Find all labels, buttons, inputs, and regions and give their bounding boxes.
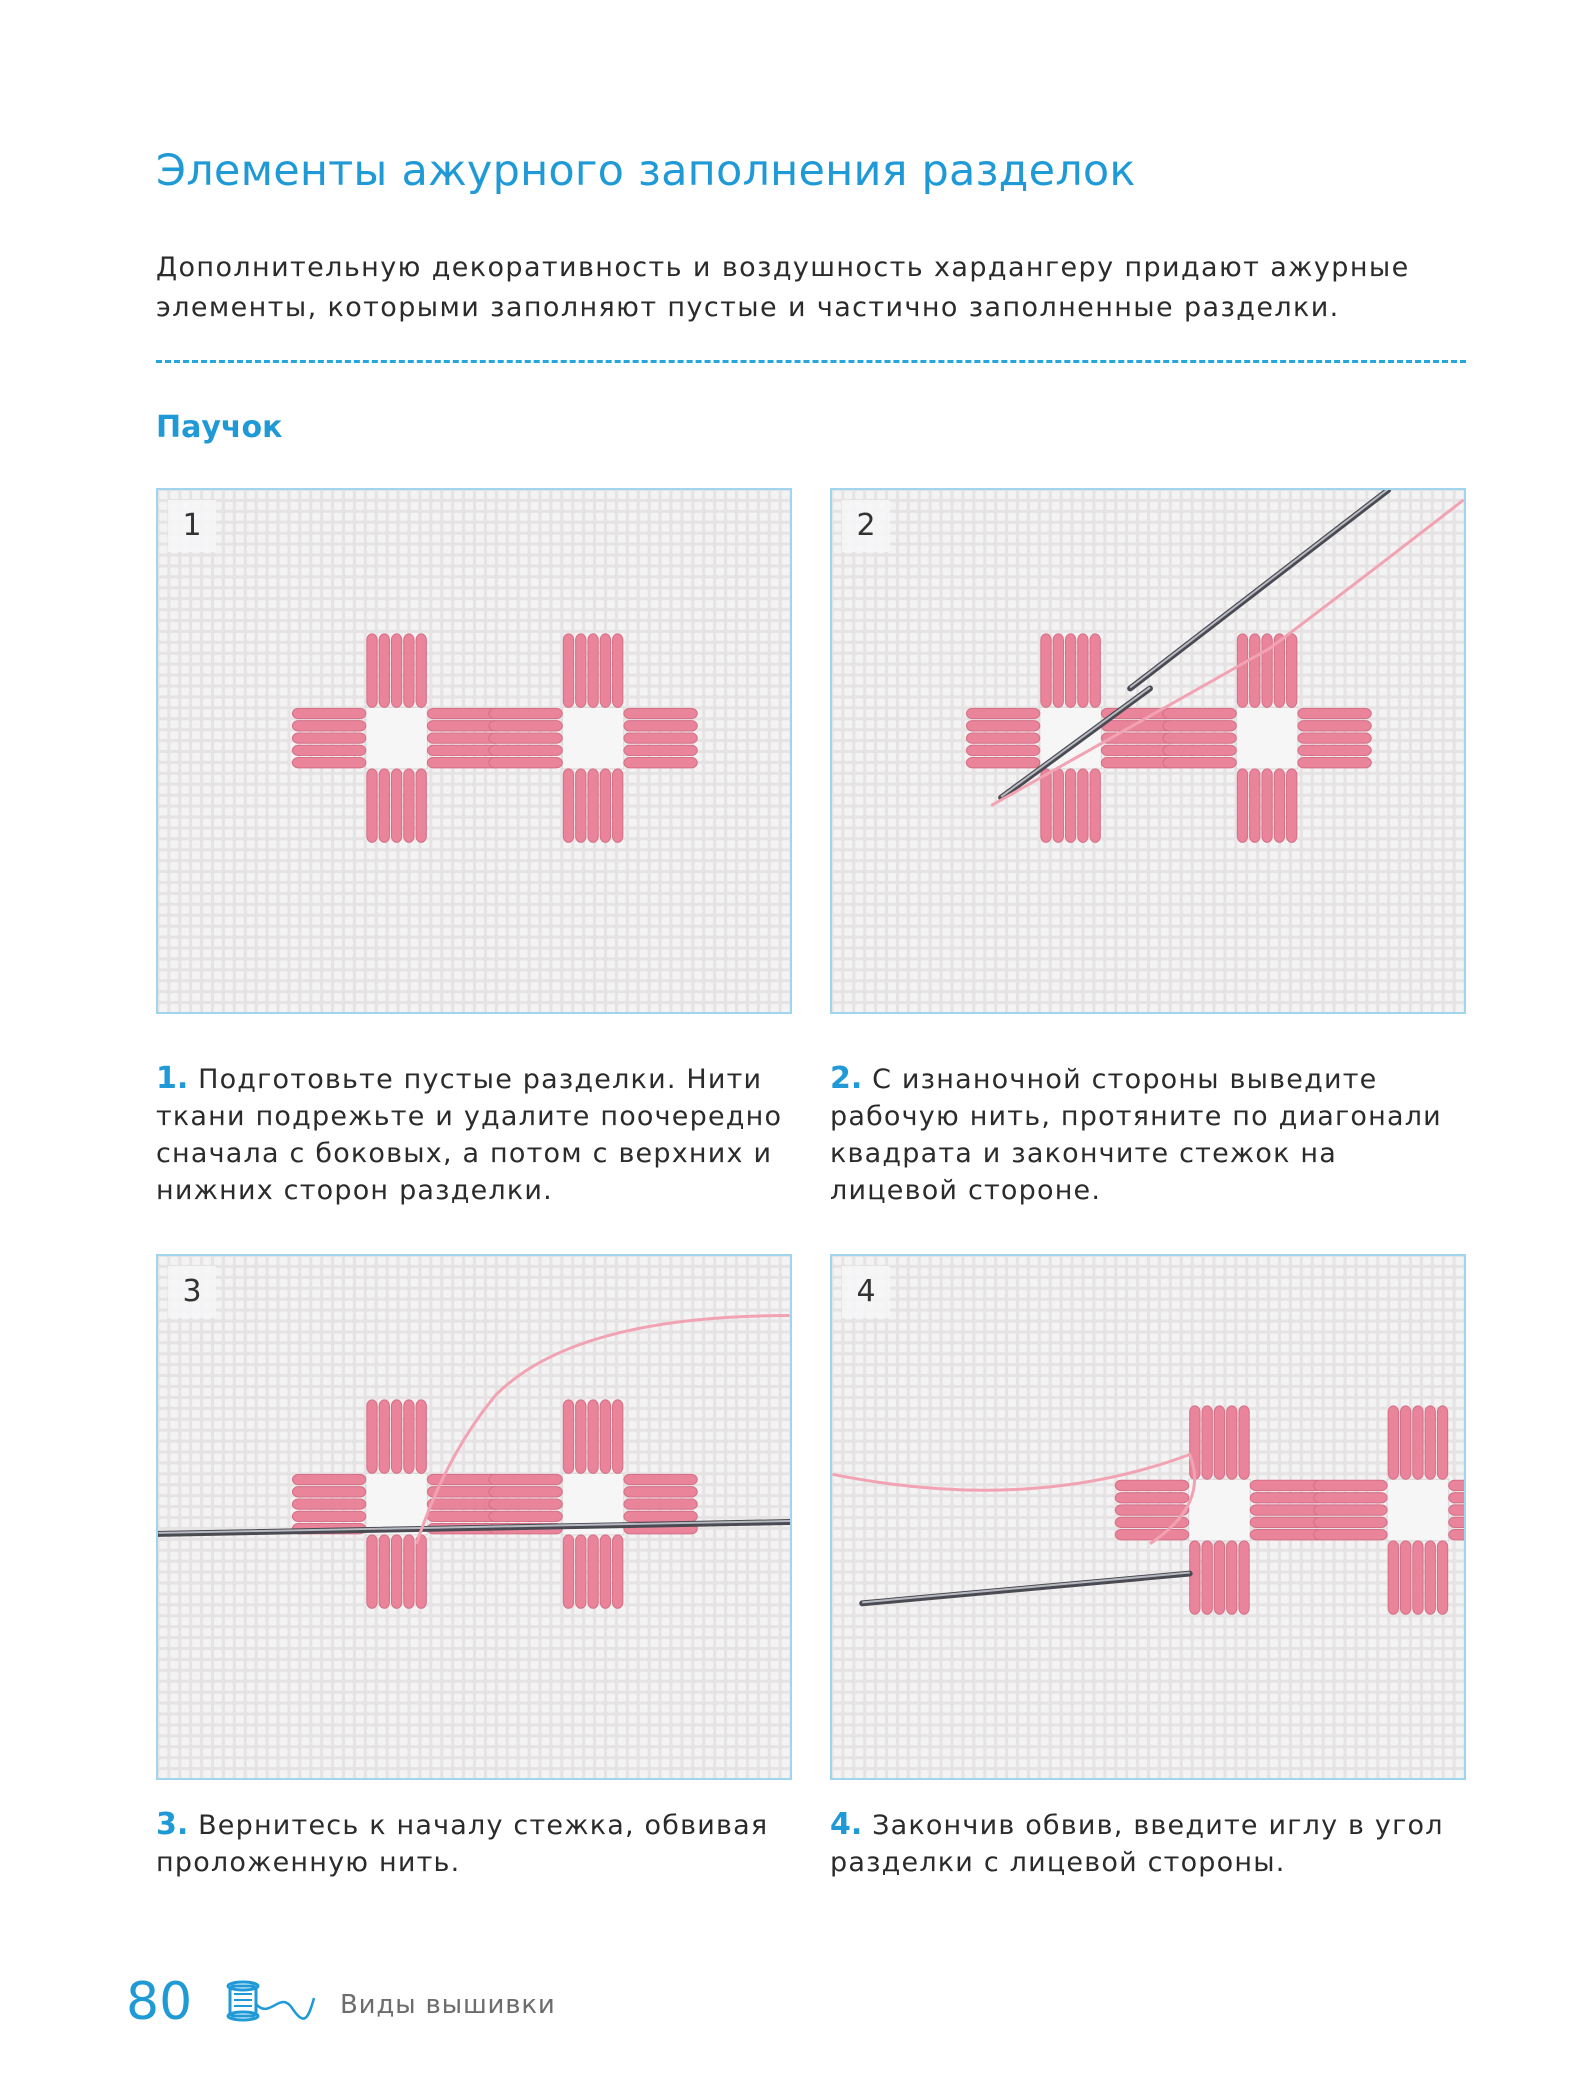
step-1-badge: 1	[168, 500, 216, 552]
page-title: Элементы ажурного заполнения разделок	[156, 146, 1136, 196]
step-2-caption	[830, 1060, 1470, 1209]
step-2-badge: 2	[842, 500, 890, 552]
section-title: Паучок	[156, 410, 283, 445]
page-number: 80	[126, 1972, 193, 2032]
step-3-badge: 3	[168, 1266, 216, 1318]
step-1-text: Подготовьте пустые разделки. Нити ткани подрежьте и удалите поочередно сначала с боковых, а потом с верхних и нижних сторон разделки.	[156, 1064, 783, 1206]
thread-spool-icon	[222, 1980, 318, 2026]
step-2-text: С изнаночной стороны выведите рабочую нить, протяните по диагонали квадрата и закончите стежок на лицевой стороне.	[830, 1064, 1442, 1206]
step-2-number: 2.	[830, 1061, 863, 1096]
step-3-number: 3.	[156, 1807, 189, 1842]
step-3-text: Вернитесь к началу стежка, обвивая проложенную нить.	[156, 1810, 769, 1878]
embroidery-illustration	[158, 1256, 790, 1778]
step-4-badge: 4	[842, 1266, 890, 1318]
step-1-photo	[156, 488, 792, 1014]
step-4-text: Закончив обвив, введите иглу в угол разделки с лицевой стороны.	[830, 1810, 1444, 1878]
embroidery-illustration	[158, 490, 790, 1012]
embroidery-illustration	[832, 1256, 1464, 1778]
dashed-divider	[156, 360, 1466, 363]
step-1-caption	[156, 1060, 796, 1209]
embroidery-illustration	[832, 490, 1464, 1012]
step-2-photo	[830, 488, 1466, 1014]
step-4-number: 4.	[830, 1807, 863, 1842]
running-head: Виды вышивки	[340, 1990, 556, 2020]
step-4-photo	[830, 1254, 1466, 1780]
step-4-caption	[830, 1806, 1470, 1881]
intro-paragraph: Дополнительную декоративность и воздушность хардангеру придают ажурные элементы, которыми заполняют пустые и частично заполненные разделки.	[156, 252, 1410, 323]
step-3-photo	[156, 1254, 792, 1780]
step-3-caption	[156, 1806, 796, 1881]
step-1-number: 1.	[156, 1061, 189, 1096]
